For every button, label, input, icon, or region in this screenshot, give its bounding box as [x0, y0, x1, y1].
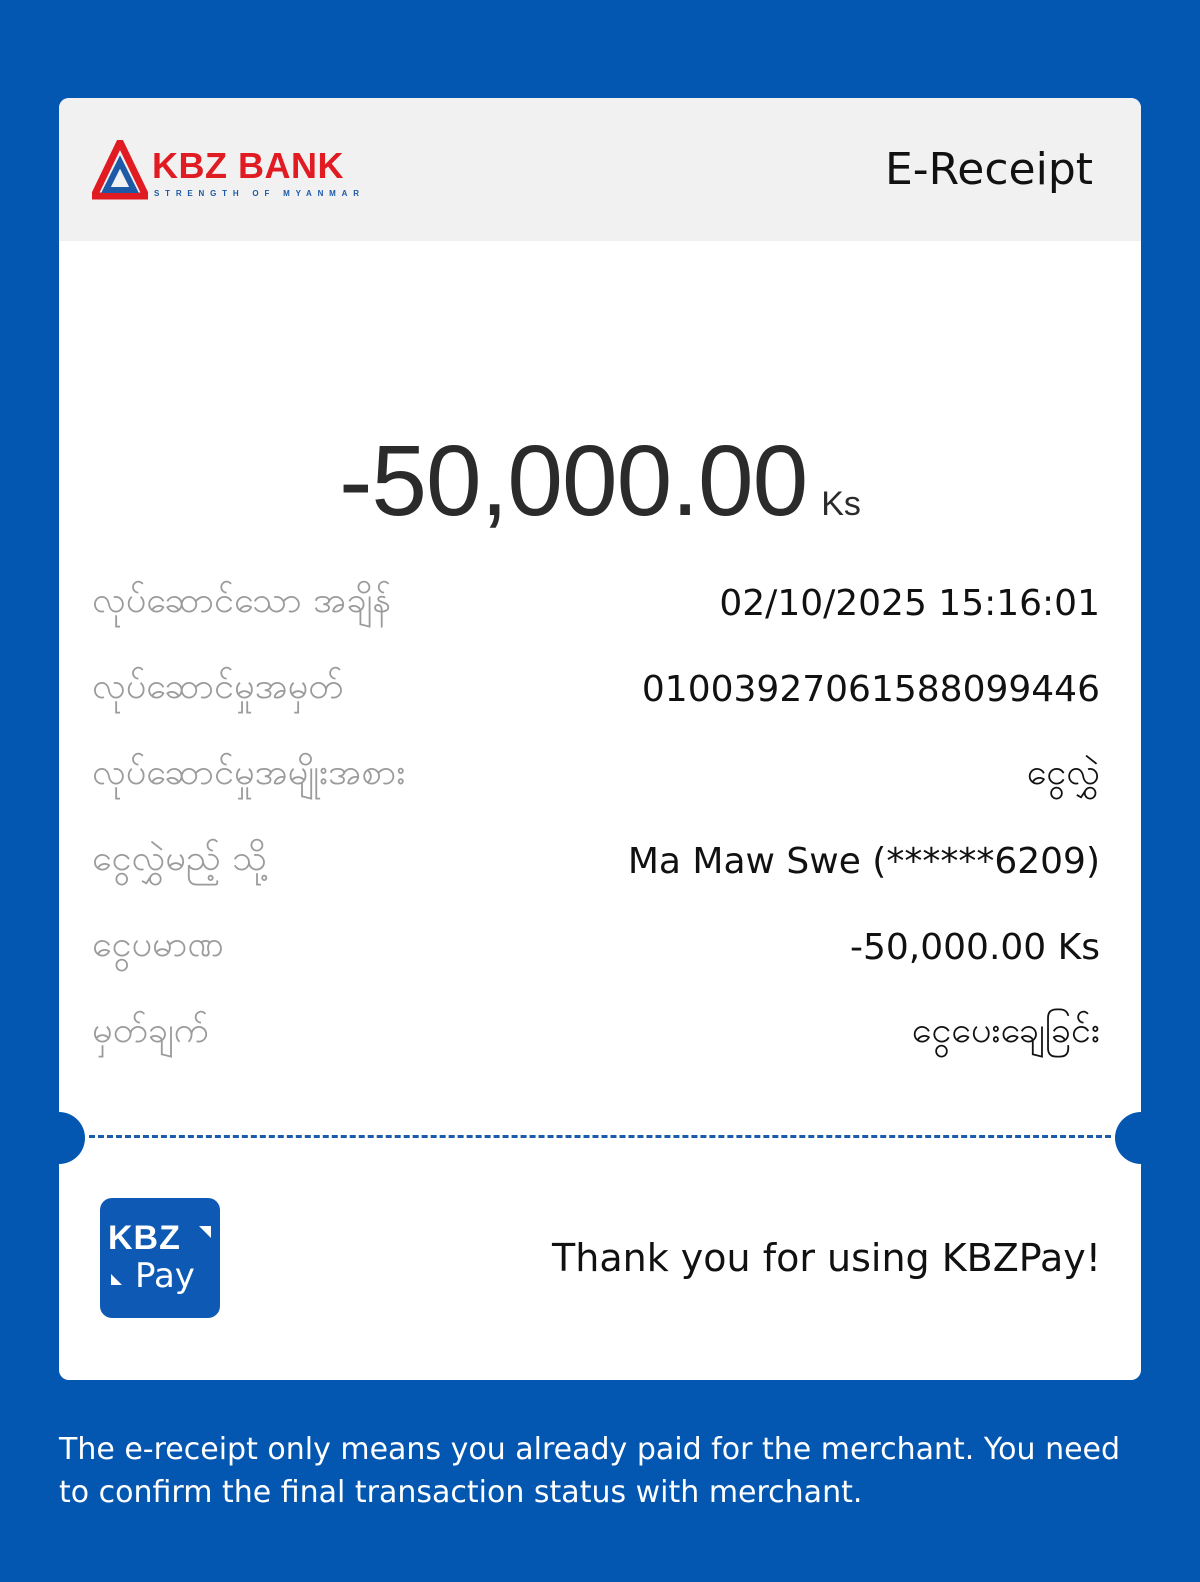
- kbzpay-logo-bottom: Pay: [135, 1256, 195, 1296]
- kbz-bank-logo: [92, 138, 365, 202]
- detail-label: လုပ်ဆောင်သော အချိန်: [92, 580, 391, 621]
- details-list: [92, 560, 1100, 1076]
- ticket-notch-left: [59, 1112, 85, 1164]
- detail-row-note: [92, 990, 1100, 1076]
- kbz-triangle-icon: [92, 140, 148, 200]
- corner-arrow-icon: [111, 1274, 122, 1285]
- detail-row-recipient: [92, 818, 1100, 904]
- amount-display: [59, 424, 1141, 539]
- detail-label: မှတ်ချက်: [92, 1010, 209, 1051]
- detail-row-amount: [92, 904, 1100, 990]
- disclaimer-text: The e-receipt only means you already paid for the merchant. You need to confirm the final transaction status with merchant.: [59, 1432, 1121, 1510]
- thank-you-message: Thank you for using KBZPay!: [552, 1236, 1101, 1280]
- tear-divider: [89, 1135, 1111, 1138]
- detail-value: 02/10/2025 15:16:01: [719, 582, 1100, 624]
- receipt-header: [59, 98, 1141, 241]
- detail-label: လုပ်ဆောင်မှုအမှတ်: [92, 666, 344, 707]
- page-title: E-Receipt: [884, 144, 1093, 195]
- detail-row-time: [92, 560, 1100, 646]
- detail-row-transaction-id: [92, 646, 1100, 732]
- receipt-card: [59, 98, 1141, 1380]
- detail-value: ငွေလွှဲ: [1026, 752, 1100, 793]
- detail-value: -50,000.00 Ks: [849, 926, 1100, 968]
- detail-label: လုပ်ဆောင်မှုအမျိုးအစား: [92, 752, 406, 793]
- detail-value: 01003927061588099446: [641, 668, 1100, 710]
- detail-value: Ma Maw Swe (******6209): [627, 840, 1100, 882]
- kbzpay-logo-top: KBZ: [108, 1219, 181, 1257]
- detail-value: ငွေပေးချေခြင်း: [911, 1010, 1100, 1051]
- kbzpay-logo: [100, 1198, 220, 1318]
- ticket-notch-right: [1115, 1112, 1141, 1164]
- amount-unit: Ks: [821, 485, 861, 523]
- detail-row-transaction-type: [92, 732, 1100, 818]
- detail-label: ငွေပမာဏ: [92, 924, 224, 965]
- corner-arrow-icon: [199, 1226, 211, 1238]
- logo-wordmark: KBZ BANK: [152, 145, 344, 186]
- amount-value: -50,000.00: [339, 425, 808, 537]
- logo-tagline: STRENGTH OF MYANMAR: [154, 189, 365, 198]
- detail-label: ငွေလွှဲမည့် သို့: [92, 838, 267, 879]
